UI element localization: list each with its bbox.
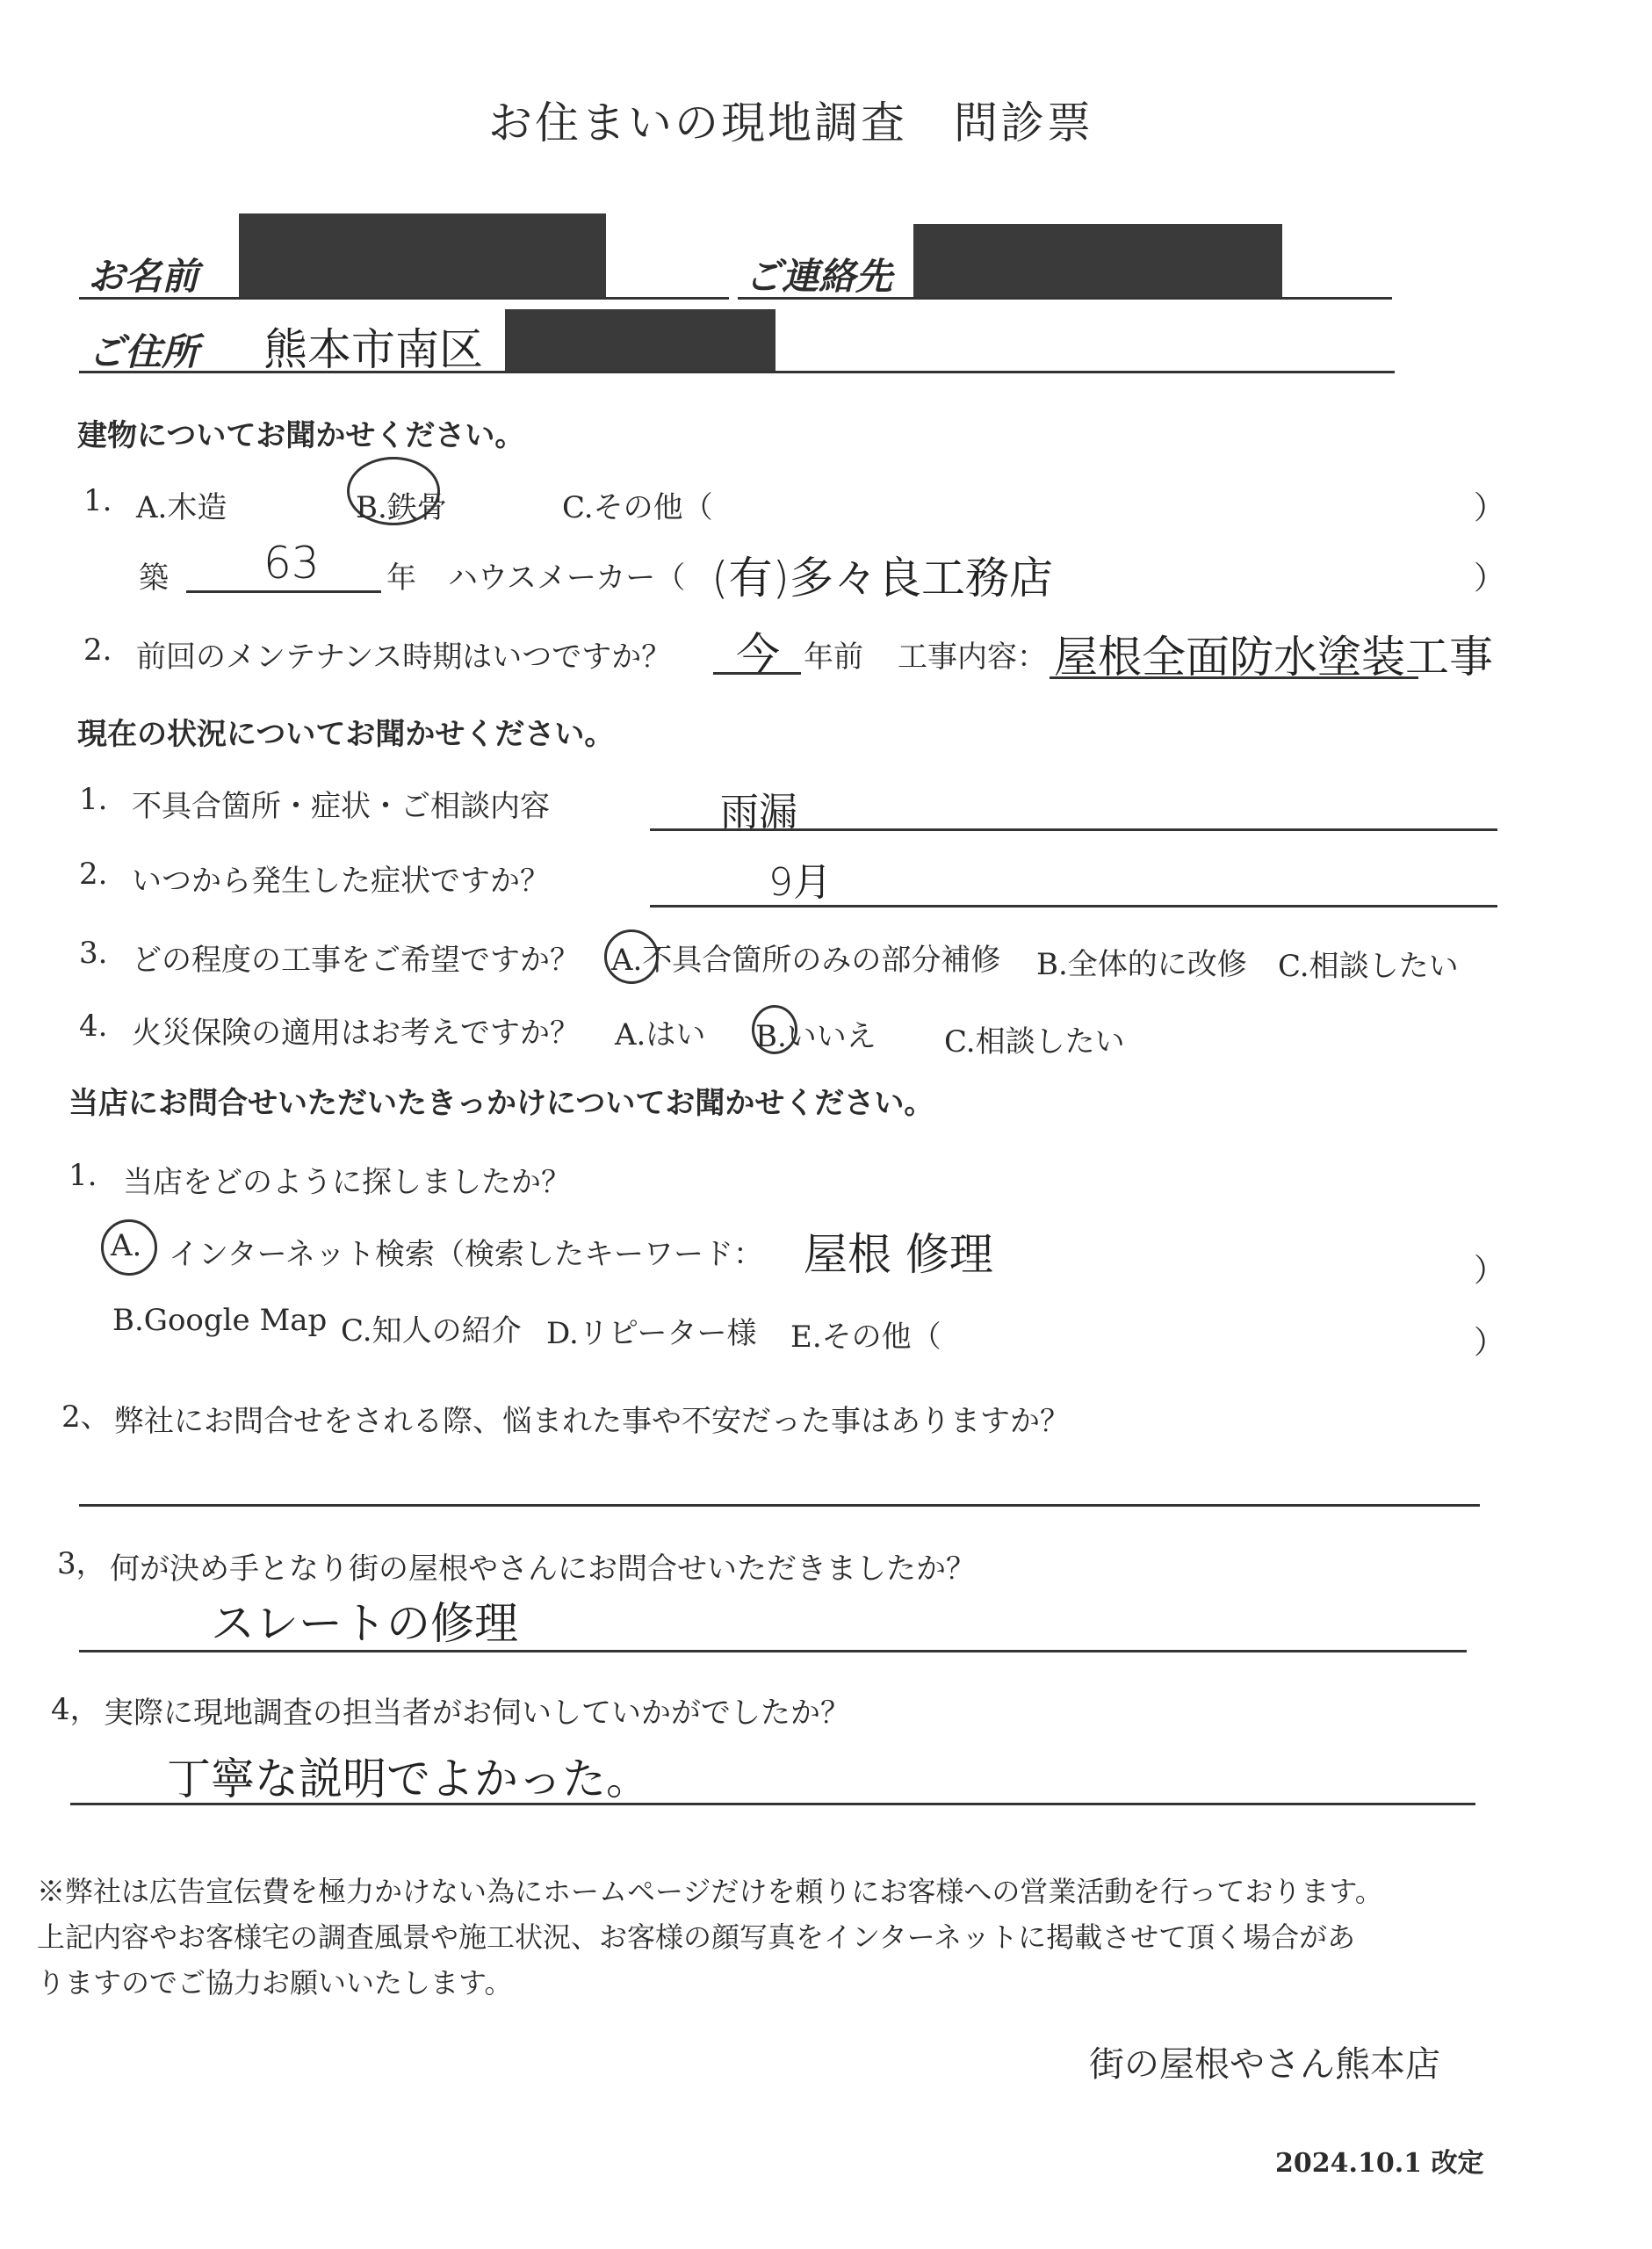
name-redaction bbox=[239, 213, 606, 300]
current-q3-number: 3. bbox=[79, 936, 108, 971]
current-q1-underline bbox=[650, 828, 1497, 831]
current-heading: 現在の状況についてお聞かせください。 bbox=[77, 717, 615, 752]
maintenance-years-unit: 年前 bbox=[804, 640, 863, 675]
notice-line-2: 上記内容やお客様宅の調査風景や施工状況、お客様の顔写真をインターネットに掲載させて頂く場合があ bbox=[37, 1920, 1356, 1954]
work-content-label: 工事内容： bbox=[898, 640, 1047, 675]
current-q3-option-a: A.不具合箇所のみの部分補修 bbox=[611, 943, 1001, 978]
current-q3-option-b: B.全体的に改修 bbox=[1036, 947, 1247, 982]
current-q2-number: 2. bbox=[79, 857, 108, 892]
inquiry-q3-answer: スレートの修理 bbox=[211, 1598, 518, 1649]
inquiry-q1-option-a-text: インターネット検索（検索したキーワード： bbox=[169, 1237, 763, 1272]
inquiry-q1-number: 1. bbox=[69, 1158, 97, 1193]
inquiry-q3-number: 3， bbox=[57, 1546, 106, 1581]
current-q4-number: 4. bbox=[79, 1009, 108, 1044]
inquiry-q2-number: 2、 bbox=[61, 1399, 111, 1435]
current-q2-answer: 9月 bbox=[768, 860, 832, 905]
current-q4-option-a: A.はい bbox=[615, 1017, 706, 1052]
inquiry-q2-text: 弊社にお問合せをされる際、悩まれた事や不安だった事はありますか？ bbox=[114, 1404, 1070, 1439]
name-label: お名前 bbox=[88, 255, 199, 298]
inquiry-q4-answer: 丁寧な説明でよかった。 bbox=[167, 1754, 650, 1804]
address-label: ご住所 bbox=[88, 330, 199, 373]
current-q3-text: どの程度の工事をご希望ですか？ bbox=[132, 943, 580, 978]
current-q4-option-c: C.相談したい bbox=[944, 1024, 1125, 1059]
form-title: お住まいの現地調査 問診票 bbox=[488, 98, 1093, 148]
maintenance-years-value: 今 bbox=[736, 629, 780, 680]
current-q1-number: 1. bbox=[79, 782, 108, 817]
building-q1-option-b: B.鉄骨 bbox=[356, 490, 447, 525]
inquiry-q3-underline bbox=[79, 1650, 1467, 1652]
contact-label: ご連絡先 bbox=[745, 255, 893, 298]
inquiry-q2-underline bbox=[79, 1504, 1480, 1507]
inquiry-q1-paren-close-2: ） bbox=[1474, 1325, 1506, 1361]
house-maker-label: ハウスメーカー（ bbox=[448, 560, 686, 596]
inquiry-q1-option-a: A. bbox=[111, 1228, 142, 1263]
contact-underline bbox=[738, 297, 1392, 300]
building-q2-text: 前回のメンテナンス時期はいつですか？ bbox=[136, 640, 672, 675]
current-q2-text: いつから発生した症状ですか？ bbox=[132, 864, 550, 899]
building-age-value: 63 bbox=[263, 538, 320, 589]
inquiry-q4-underline bbox=[70, 1803, 1475, 1805]
current-q4-text: 火災保険の適用はお考えですか？ bbox=[132, 1016, 580, 1051]
building-q2-number: 2. bbox=[83, 633, 112, 668]
work-content-underline bbox=[1050, 676, 1418, 679]
inquiry-q1-option-e: E.その他（ bbox=[790, 1320, 941, 1355]
shop-name: 街の屋根やさん熊本店 bbox=[1089, 2044, 1440, 2085]
inquiry-heading: 当店にお問合せいただいたきっかけについてお聞かせください。 bbox=[69, 1086, 934, 1121]
inquiry-q3-text: 何が決め手となり街の屋根やさんにお問合せいただきましたか？ bbox=[110, 1551, 976, 1587]
inquiry-q1-option-c: C.知人の紹介 bbox=[341, 1313, 522, 1349]
address-redaction bbox=[505, 309, 776, 371]
current-q3-option-c: C.相談したい bbox=[1278, 949, 1459, 984]
maintenance-years-underline bbox=[713, 672, 801, 675]
house-maker-value: (有)多々良工務店 bbox=[711, 553, 1054, 604]
contact-redaction bbox=[913, 224, 1282, 300]
notice-line-1: ※弊社は広告宣伝費を極力かけない為にホームページだけを頼りにお客様への営業活動を行っております。 bbox=[37, 1875, 1383, 1908]
work-content-value: 屋根全面防水塗装工事 bbox=[1054, 632, 1493, 683]
building-q1-option-a: A.木造 bbox=[136, 490, 227, 525]
name-underline bbox=[79, 297, 729, 300]
house-maker-paren-close: ） bbox=[1474, 560, 1506, 597]
building-q1-option-c: C.その他（ bbox=[562, 490, 713, 525]
inquiry-q4-text: 実際に現地調査の担当者がお伺いしていかがでしたか？ bbox=[104, 1696, 850, 1731]
inquiry-q1-paren-close: ） bbox=[1474, 1253, 1506, 1289]
current-q4-option-b: B.いいえ bbox=[755, 1019, 876, 1054]
inquiry-q1-text: 当店をどのように探しましたか？ bbox=[123, 1165, 571, 1200]
notice-line-3: りますのでご協力お願いいたします。 bbox=[37, 1966, 513, 2000]
building-age-label: 築 bbox=[139, 560, 169, 596]
building-q1-paren-close: ） bbox=[1474, 490, 1506, 526]
inquiry-q4-number: 4， bbox=[51, 1692, 100, 1727]
building-age-underline bbox=[186, 590, 381, 593]
building-heading: 建物についてお聞かせください。 bbox=[77, 418, 525, 453]
address-underline bbox=[79, 371, 1395, 373]
search-keyword-value: 屋根 修理 bbox=[804, 1229, 993, 1280]
building-age-unit: 年 bbox=[386, 560, 416, 596]
current-q1-answer: 雨漏 bbox=[720, 790, 797, 835]
current-q2-underline bbox=[650, 905, 1497, 908]
building-q1-number: 1. bbox=[83, 483, 112, 518]
inquiry-q1-option-b: B.Google Map bbox=[112, 1303, 328, 1338]
current-q1-text: 不具合箇所・症状・ご相談内容 bbox=[132, 789, 550, 824]
inquiry-q1-option-d: D.リピーター様 bbox=[546, 1316, 757, 1351]
revision-date: 2024.10.1 改定 bbox=[1275, 2148, 1484, 2179]
address-value: 熊本市南区 bbox=[263, 324, 483, 375]
